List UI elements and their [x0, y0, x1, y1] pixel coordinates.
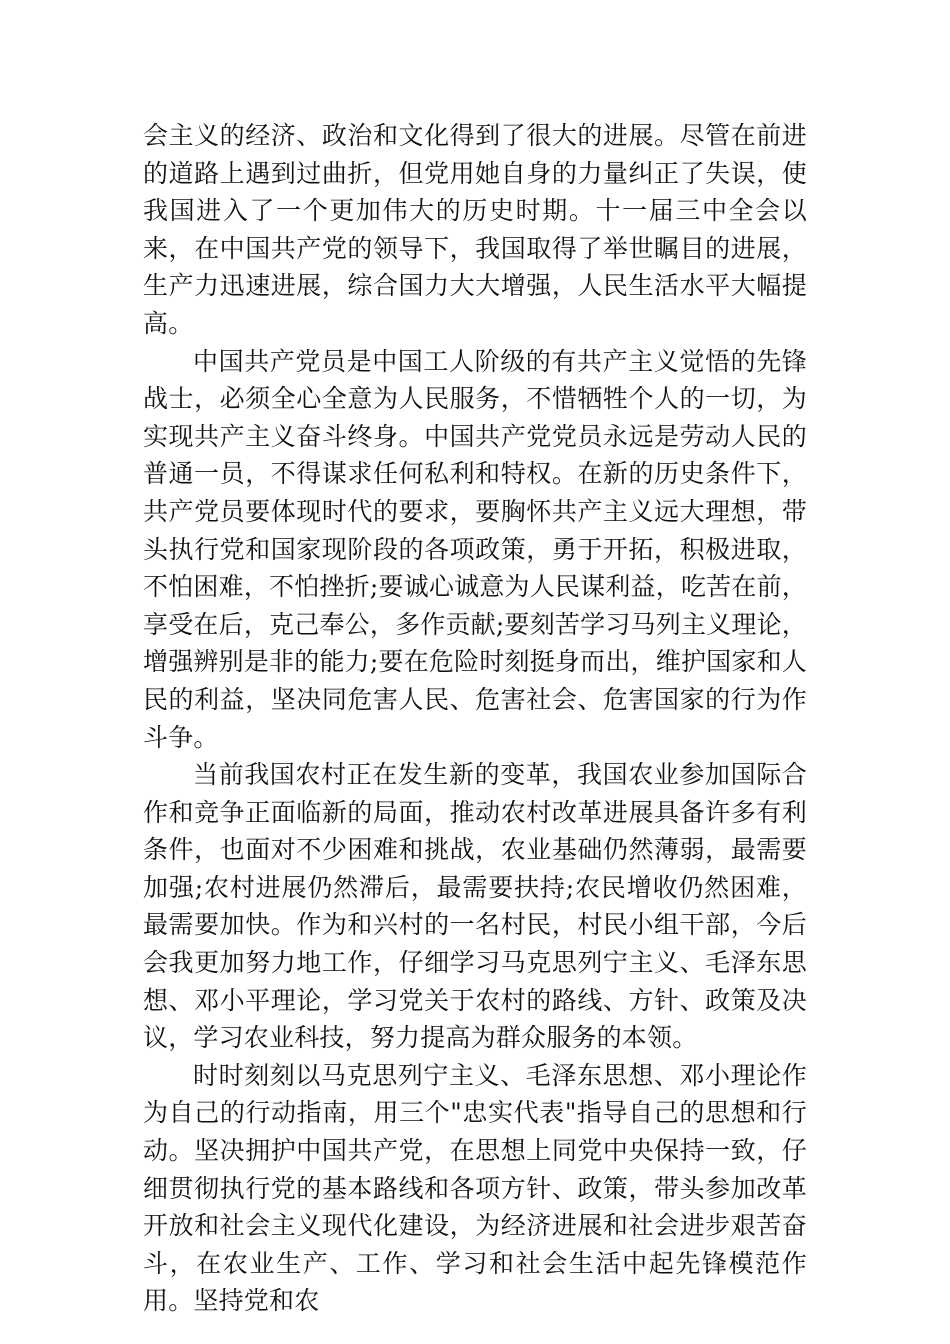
paragraph-2: 中国共产党员是中国工人阶级的有共产主义觉悟的先锋战士，必须全心全意为人民服务，不惜牺牲个人的一切，为实现共产主义奋斗终身。中国共产党党员永远是劳动人民的普通一员，不得谋求任何私利和特权。在新的历史条件下，共产党员要体现时代的要求，要胸怀共产主义远大理想，带头执行党和国家现阶段的各项政策，勇于开拓，积极进取，不怕困难，不怕挫折;要诚心诚意为人民谋利益，吃苦在前，享受在后，克己奉公，多作贡献;要刻苦学习马列主义理论，增强辨别是非的能力;要在危险时刻挺身而出，维护国家和人民的利益，坚决同危害人民、危害社会、危害国家的行为作斗争。 [143, 346, 807, 752]
paragraph-1: 会主义的经济、政治和文化得到了很大的进展。尽管在前进的道路上遇到过曲折，但党用她自身的力量纠正了失误，使我国进入了一个更加伟大的历史时期。十一届三中全会以来，在中国共产党的领导下，我国取得了举世瞩目的进展，生产力迅速进展，综合国力大大增强，人民生活水平大幅提高。 [143, 121, 807, 338]
document-page [143, 117, 807, 1320]
paragraph-3: 当前我国农村正在发生新的变革，我国农业参加国际合作和竞争正面临新的局面，推动农村改革进展具备许多有利条件，也面对不少困难和挑战，农业基础仍然薄弱，最需要加强;农村进展仍然滞后，最需要扶持;农民增收仍然困难，最需要加快。作为和兴村的一名村民，村民小组干部，今后会我更加努力地工作，仔细学习马克思列宁主义、毛泽东思想、邓小平理论，学习党关于农村的路线、方针、政策及决议，学习农业科技，努力提高为群众服务的本领。 [143, 760, 807, 1053]
paragraph-4: 时时刻刻以马克思列宁主义、毛泽东思想、邓小理论作为自己的行动指南，用三个"忠实代表"指导自己的思想和行动。坚决拥护中国共产党，在思想上同党中央保持一致，仔细贯彻执行党的基本路线和各项方针、政策，带头参加改革开放和社会主义现代化建设，为经济进展和社会进步艰苦奋斗，在农业生产、工作、学习和社会生活中起先锋模范作用。坚持党和农 [143, 1060, 807, 1316]
